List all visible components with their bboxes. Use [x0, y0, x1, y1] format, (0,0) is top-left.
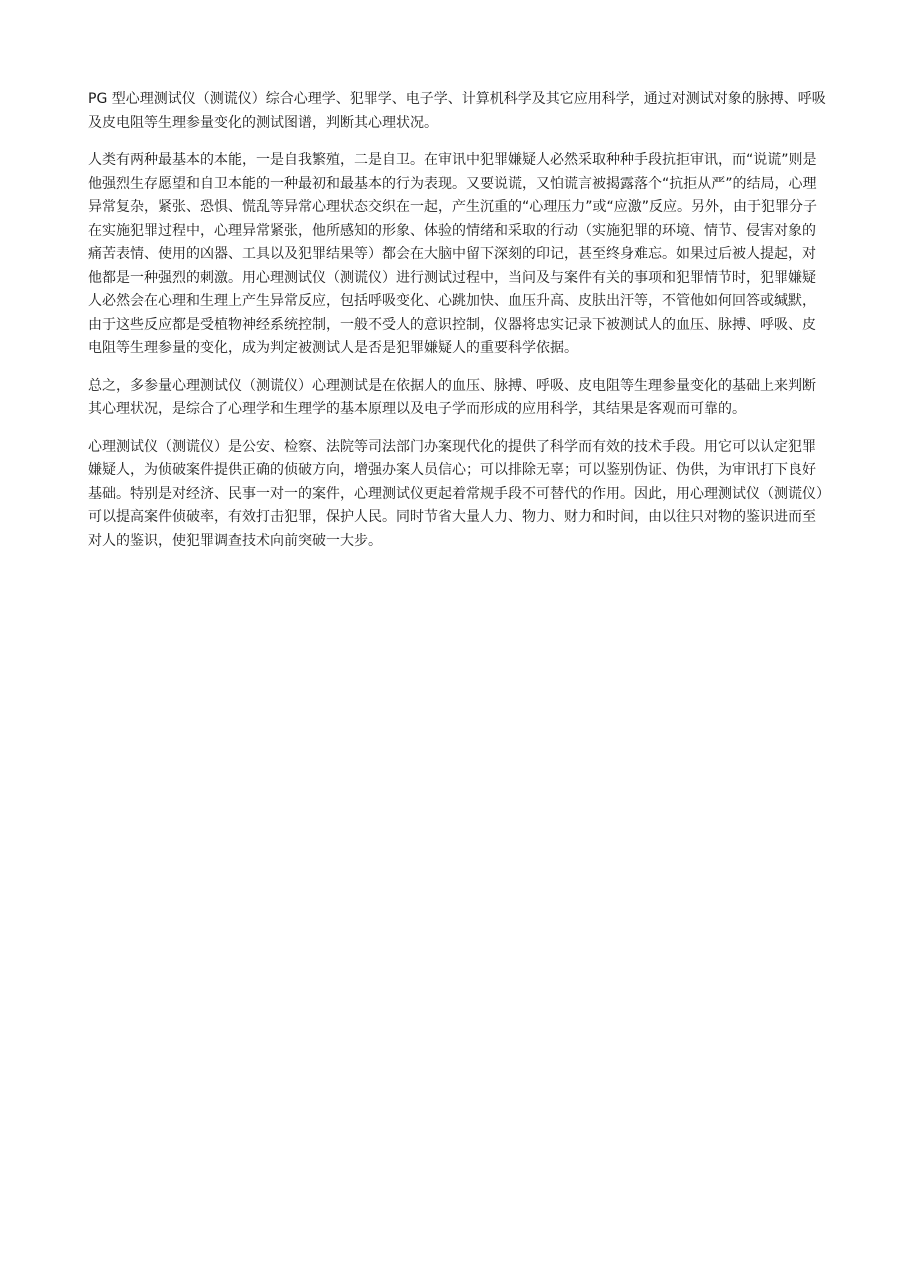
paragraph-applications: 心理测试仪（测谎仪）是公安、检察、法院等司法部门办案现代化的提供了科学而有效的技术手段。用它可以认定犯罪嫌疑人，为侦破案件提供正确的侦破方向，增强办案人员信心；可以排除无辜；可以鉴别伪证、伪供，为审讯打下良好基础。特别是对经济、民事一对一的案件，心理测试仪更起着常规手段不可替代的作用。因此，用心理测试仪（测谎仪）可以提高案件侦破率，有效打击犯罪，保护人民。同时节省大量人力、物力、财力和时间，由以往只对物的鉴识进而至对人的鉴识，使犯罪调查技术向前突破一大步。	[88, 438, 823, 549]
paragraph-summary: 总之，多参量心理测试仪（测谎仪）心理测试是在依据人的血压、脉搏、呼吸、皮电阻等生理参量变化的基础上来判断其心理状况，是综合了心理学和生理学的基本原理以及电子学而形成的应用科学，其结果是客观而可靠的。	[88, 377, 816, 417]
document-body	[88, 88, 828, 567]
paragraph-intro: PG 型心理测试仪（测谎仪）综合心理学、犯罪学、电子学、计算机科学及其它应用科学，通过对测试对象的脉搏、呼吸及皮电阻等生理参量变化的测试图谱，判断其心理状况。	[88, 91, 826, 131]
paragraph-instincts: 人类有两种最基本的本能，一是自我繁殖，二是自卫。在审讯中犯罪嫌疑人必然采取种种手段抗拒审讯，而“说谎”则是他强烈生存愿望和自卫本能的一种最初和最基本的行为表现。又要说谎，又怕谎言被揭露落个“抗拒从严”的结局，心理异常复杂，紧张、恐惧、慌乱等异常心理状态交织在一起，产生沉重的“心理压力”或“应激”反应。另外，由于犯罪分子在实施犯罪过程中，心理异常紧张，他所感知的形象、体验的情绪和采取的行动（实施犯罪的环境、情节、侵害对象的痛苦表情、使用的凶器、工具以及犯罪结果等）都会在大脑中留下深刻的印记，甚至终身难忘。如果过后被人提起，对他都是一种强烈的刺激。用心理测试仪（测谎仪）进行测试过程中，当问及与案件有关的事项和犯罪情节时，犯罪嫌疑人必然会在心理和生理上产生异常反应，包括呼吸变化、心跳加快、血压升高、皮肤出汗等，不管他如何回答或缄默，由于这些反应都是受植物神经系统控制，一般不受人的意识控制，仪器将忠实记录下被测试人的血压、脉搏、呼吸、皮电阻等生理参量的变化，成为判定被测试人是否是犯罪嫌疑人的重要科学依据。	[88, 152, 818, 356]
